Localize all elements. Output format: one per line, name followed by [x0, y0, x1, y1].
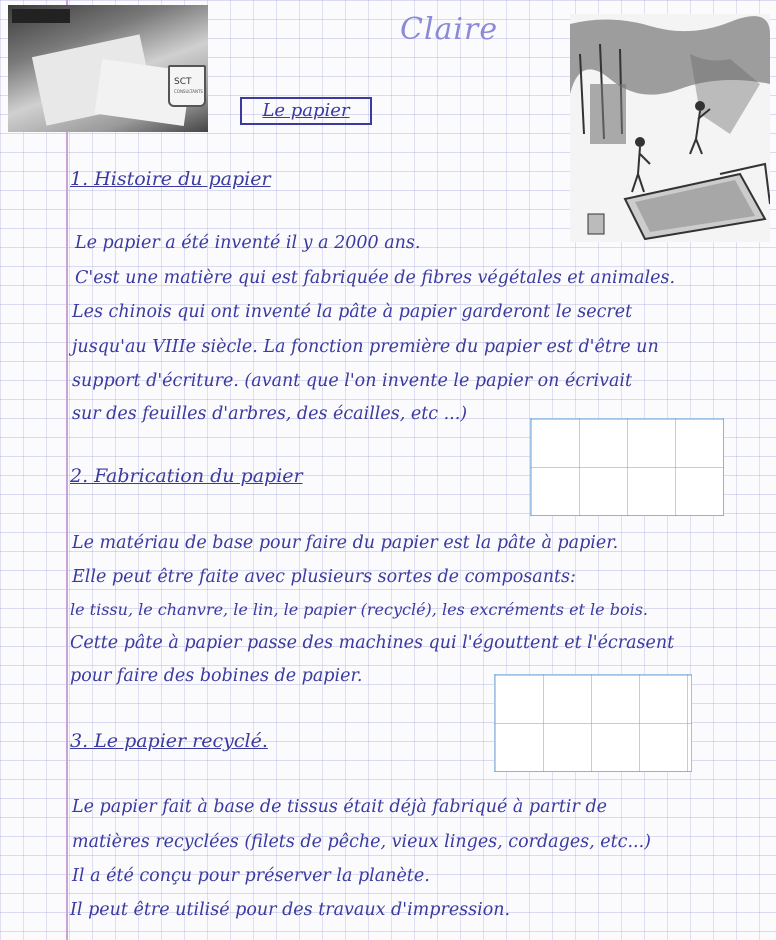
text-line: support d'écriture. (avant que l'on invente le papier on écrivait	[72, 371, 633, 391]
text-line: pour faire des bobines de papier.	[70, 666, 363, 686]
text-line: Il a été conçu pour préserver la planète.	[72, 866, 430, 886]
section-heading-history: 1. Histoire du papier	[70, 168, 271, 190]
student-name: Claire	[400, 12, 499, 47]
text-line: matières recyclées (filets de pêche, vieux linges, cordages, etc...)	[72, 832, 651, 852]
photo-mug	[168, 65, 206, 107]
grid-box	[494, 674, 692, 772]
text-line: Les chinois qui ont inventé la pâte à papier garderont le secret	[72, 302, 633, 322]
text-line: Le papier fait à base de tissus était déjà fabriqué à partir de	[72, 797, 607, 817]
text-line: Elle peut être faite avec plusieurs sortes de composants:	[72, 567, 576, 587]
text-line: sur des feuilles d'arbres, des écailles, etc ...)	[72, 404, 468, 424]
mug-text: SCT	[174, 77, 192, 87]
grid-box	[530, 418, 724, 516]
margin-line	[66, 0, 68, 940]
section-heading-fabrication: 2. Fabrication du papier	[70, 465, 303, 487]
section-heading-recycled: 3. Le papier recyclé.	[70, 730, 268, 752]
text-line: Il peut être utilisé pour des travaux d'impression.	[70, 900, 511, 920]
text-line: C'est une matière qui est fabriquée de fibres végétales et animales.	[75, 268, 676, 288]
text-line: Le papier a été inventé il y a 2000 ans.	[75, 233, 421, 253]
text-line: Cette pâte à papier passe des machines qui l'égouttent et l'écrasent	[70, 633, 675, 653]
papermaking-illustration	[570, 14, 770, 242]
page-title: Le papier	[240, 97, 372, 125]
photo-label-box	[12, 9, 70, 23]
text-line: jusqu'au VIIIe siècle. La fonction première du papier est d'être un	[72, 337, 659, 357]
text-line: le tissu, le chanvre, le lin, le papier (recyclé), les excréments et le bois.	[70, 600, 649, 619]
text-line: Le matériau de base pour faire du papier est la pâte à papier.	[72, 533, 619, 553]
desk-photo	[8, 5, 208, 132]
mug-subtext: CONSULTANTS	[174, 89, 203, 94]
